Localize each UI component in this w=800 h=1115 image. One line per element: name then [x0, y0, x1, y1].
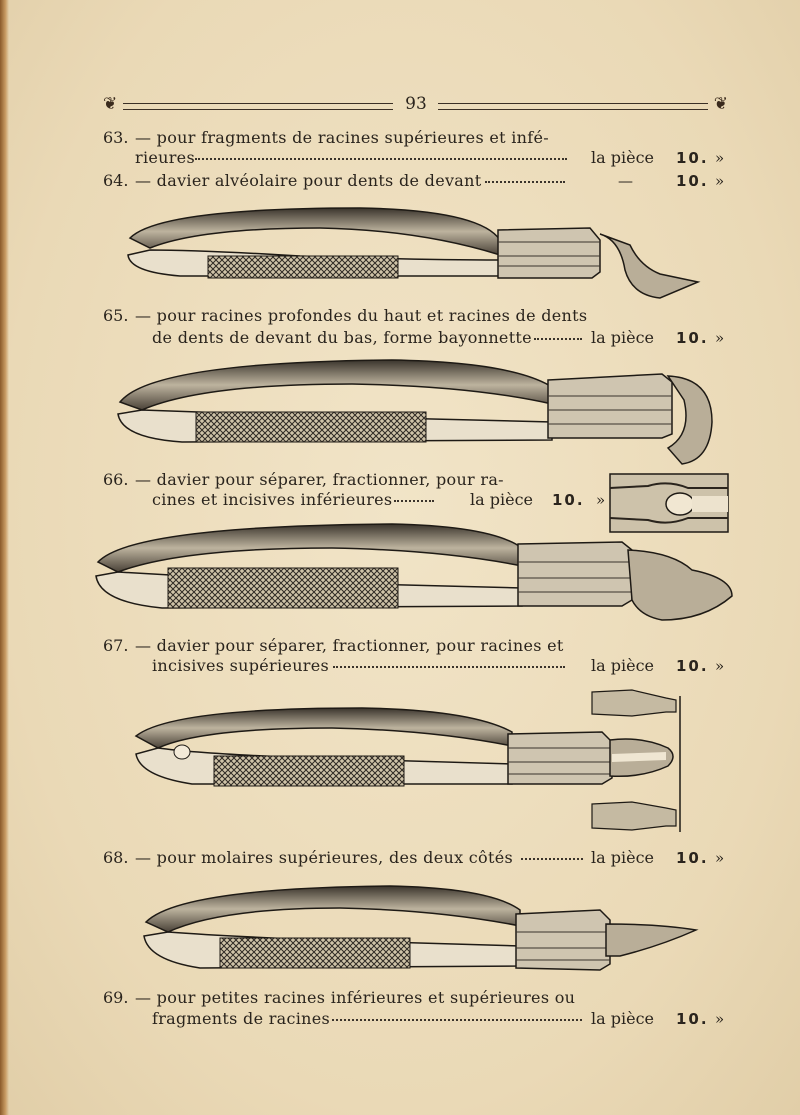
entry-description-continued: rieures [135, 148, 567, 168]
price: 10. [676, 172, 709, 190]
currency-mark: » [715, 329, 725, 347]
forceps-illustration-icon [120, 200, 710, 310]
currency-mark: » [715, 849, 725, 867]
price: 10. [676, 1010, 709, 1028]
price: 10. [676, 329, 709, 347]
entry-description: — pour molaires supérieures, des deux côtés [135, 848, 583, 868]
entry-description: — pour fragments de racines supérieures et infé- [135, 128, 549, 147]
book-spine-edge [0, 0, 9, 1115]
currency-mark: » [596, 491, 606, 509]
fleuron-ornament-right-icon: ❦ [713, 94, 728, 114]
entry-description: — davier pour séparer, fractionner, pour racines et [135, 636, 564, 655]
currency-mark: » [715, 149, 725, 167]
header-rule-right [438, 103, 708, 110]
forceps-illustration-icon [140, 880, 700, 980]
unit-label: la pièce [591, 328, 654, 347]
header-rule-left [123, 103, 393, 110]
price: 10. [676, 657, 709, 675]
ditto-mark: — [618, 172, 633, 190]
unit-label: la pièce [470, 490, 533, 509]
entry-description: — davier pour séparer, fractionner, pour ra- [135, 470, 504, 489]
entry-number: 66. [103, 470, 129, 489]
fleuron-ornament-left-icon: ❦ [103, 94, 118, 114]
price: 10. [552, 491, 585, 509]
entry-description-continued: fragments de racines [152, 1009, 582, 1029]
entry-number: 65. [103, 306, 129, 325]
entry-description-continued: de dents de devant du bas, forme bayonnette [152, 328, 582, 348]
page-header [103, 94, 728, 118]
forceps-illustration-icon [92, 520, 737, 628]
currency-mark: » [715, 172, 725, 190]
entry-number: 63. [103, 128, 129, 147]
unit-label: la pièce [591, 1009, 654, 1028]
unit-label: la pièce [591, 148, 654, 167]
forceps-illustration-icon [112, 352, 722, 470]
page-number: 93 [405, 94, 427, 114]
entry-description: — pour petites racines inférieures et supérieures ou [135, 988, 576, 1007]
currency-mark: » [715, 657, 725, 675]
entry-number: 68. [103, 848, 129, 867]
entry-description: — pour racines profondes du haut et racines de dents [135, 306, 588, 325]
unit-label: la pièce [591, 848, 654, 867]
currency-mark: » [715, 1010, 725, 1028]
entry-description: — davier alvéolaire pour dents de devant [135, 171, 565, 191]
unit-label: la pièce [591, 656, 654, 675]
entry-description-continued: cines et incisives inférieures [152, 490, 434, 510]
price: 10. [676, 149, 709, 167]
forceps-illustration-icon [132, 686, 688, 836]
price: 10. [676, 849, 709, 867]
entry-number: 67. [103, 636, 129, 655]
entry-number: 69. [103, 988, 129, 1007]
entry-number: 64. [103, 171, 129, 190]
entry-description-continued: incisives supérieures [152, 656, 565, 676]
